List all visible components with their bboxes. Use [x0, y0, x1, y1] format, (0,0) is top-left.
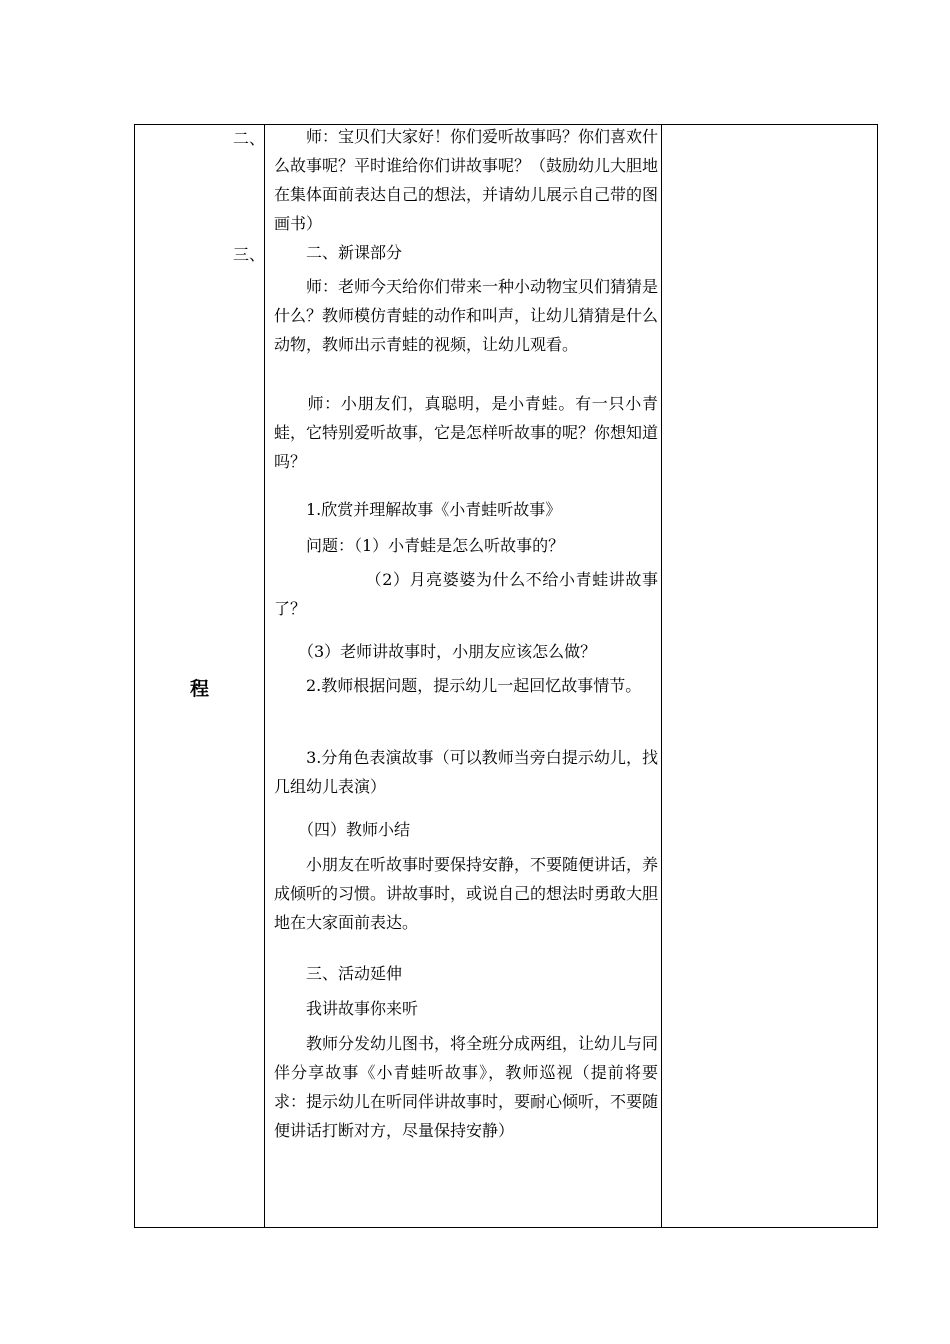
paragraph: 我讲故事你来听 — [274, 999, 419, 1018]
paragraph: （四）教师小结 — [274, 820, 411, 839]
step-marker: 二、 — [233, 129, 266, 148]
column-divider — [264, 125, 265, 1227]
paragraph: 3.分角色表演故事（可以教师当旁白提示幼儿，找几组幼儿表演） — [274, 748, 658, 796]
paragraph: 教师分发幼儿图书，将全班分成两组，让幼儿与同伴分享故事《小青蛙听故事》，教师巡视（提前将要求：提示幼儿在听同伴讲故事时，要耐心倾听，不要随便讲话打断对方，尽量保持安静） — [274, 1034, 659, 1140]
lesson-plan-table — [134, 124, 878, 1228]
column-divider — [661, 125, 662, 1227]
paragraph: 师：小朋友们，真聪明，是小青蛙。有一只小青蛙，它特别爱听故事，它是怎样听故事的呢？你想知道吗？ — [274, 394, 659, 471]
paragraph: 师：宝贝们大家好！你们爱听故事吗？你们喜欢什么故事呢？平时谁给你们讲故事呢？（鼓励幼儿大胆地在集体面前表达自己的想法，并请幼儿展示自己带的图画书） — [274, 127, 659, 233]
paragraph: 小朋友在听故事时要保持安静，不要随便讲话，养成倾听的习惯。讲故事时，或说自己的想法时勇敢大胆地在大家面前表达。 — [274, 855, 659, 932]
paragraph: 二、新课部分 — [274, 243, 403, 262]
paragraph: 师：老师今天给你们带来一种小动物宝贝们猜猜是什么？教师模仿青蛙的动作和叫声，让幼儿猜猜是什么动物，教师出示青蛙的视频，让幼儿观看。 — [274, 277, 659, 354]
paragraph: 1.欣赏并理解故事《小青蛙听故事》 — [274, 500, 562, 519]
paragraph: （3）老师讲故事时，小朋友应该怎么做？ — [274, 642, 597, 661]
paragraph: 三、活动延伸 — [274, 964, 403, 983]
paragraph: 问题：（1）小青蛙是怎么听故事的？ — [274, 536, 565, 555]
paragraph: （2）月亮婆婆为什么不给小青蛙讲故事了？ — [274, 570, 658, 618]
step-marker: 三、 — [233, 245, 266, 264]
section-label: 程 — [190, 678, 210, 700]
paragraph: 2.教师根据问题，提示幼儿一起回忆故事情节。 — [274, 676, 642, 695]
